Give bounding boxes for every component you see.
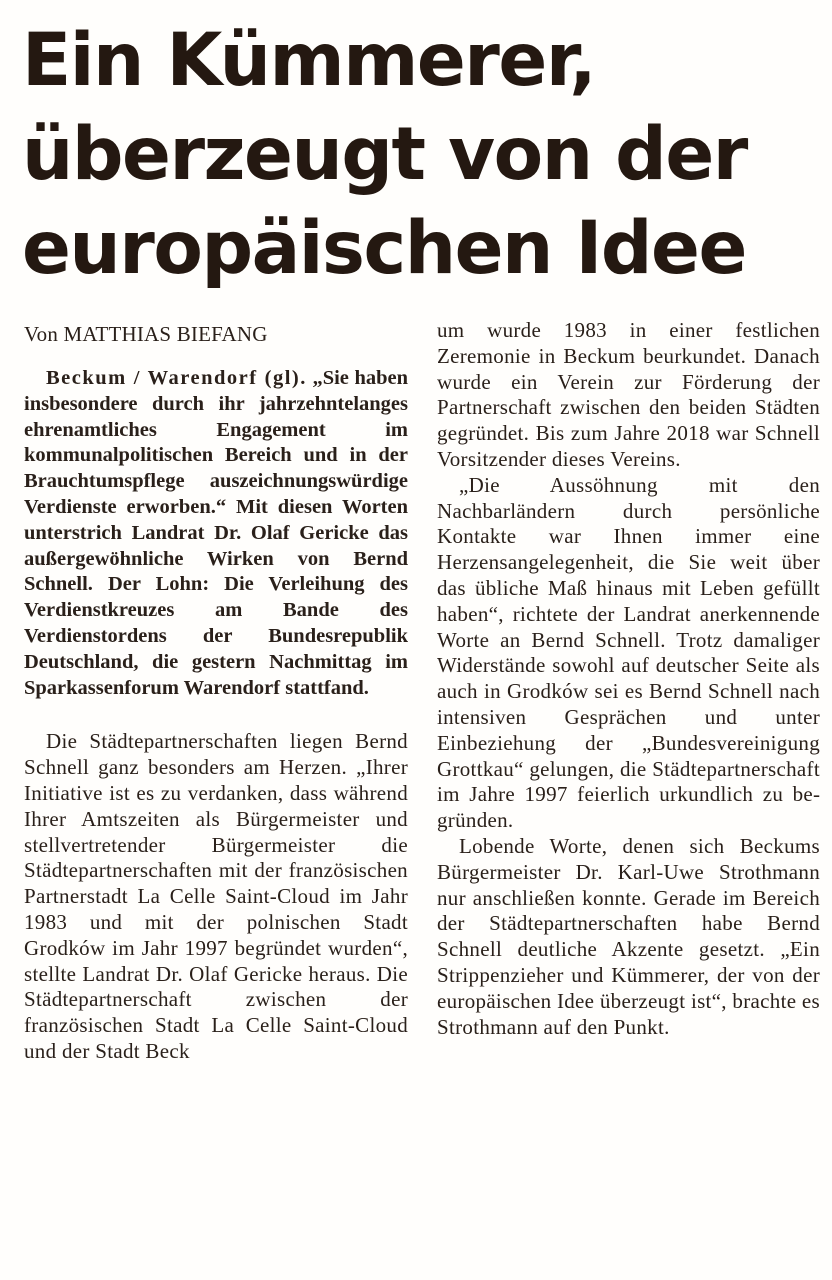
headline-line-1: Ein Kümmerer, [22, 18, 596, 103]
headline-line-3: europäischen Idee [22, 206, 746, 291]
body-paragraph-1: Die Städtepartnerschaften liegen Bernd Schnell ganz besonders am Herzen. „Ihrer Initiative ist es zu verdanken, dass während Ihrer Amtszeiten als Bürgermeister und stellvertretender Bürgermeister die Städtepartnerschaften mit der französischen Partnerstadt La Celle Saint-Cloud im Jahr 1983 und mit der polnischen Stadt Grodków im Jahr 1997 begründet wurden“, stellte Landrat Dr. Olaf Gericke heraus. Die Städtepartnerschaft zwischen der französischen Stadt La Celle Saint-Cloud und der Stadt Beck [24, 729, 408, 1063]
dateline: Beckum / Warendorf (gl). [46, 367, 307, 389]
lead-paragraph [24, 366, 408, 701]
lead-text: „Sie haben insbesondere durch ihr jahrzehntelanges ehrenamtliches Engagement im kommunalpolitischen Bereich und in der Brauchtumspflege auszeichnungswürdige Verdienste erworben.“ Mit diesen Worten unterstrich Landrat Dr. Olaf Gericke das außergewöhnliche Wirken von Bernd Schnell. Der Lohn: Die Verleihung des Verdienstkreuzes am Bande des Verdienstordens der Bundesrepublik Deutschland, die gestern Nachmittag im Sparkassenforum Warendorf stattfand. [24, 367, 408, 699]
body-paragraph-3: Lobende Worte, denen sich Beckums Bürgermeister Dr. Karl-Uwe Strothmann nur anschließen konnte. Gerade im Bereich der Städtepartnerschaften habe Bernd Schnell deutliche Akzente gesetzt. „Ein Strippenzieher und Kümmerer, der von der europäischen Idee überzeugt ist“, brachte es Strothmann auf den Punkt. [437, 833, 820, 1039]
body-paragraph-2: „Die Aussöhnung mit den Nachbarländern durch persönliche Kontakte war Ihnen immer eine Herzensangelegenheit, die Sie weit über das übliche Maß hinaus mit Leben gefüllt haben“, richtete der Landrat anerkennende Worte an Bernd Schnell. Trotz damaliger Widerstände sowohl auf deutscher Seite als auch in Grodków sei es Bernd Schnell nach intensiven Gesprächen und unter Einbeziehung der „Bundesvereinigung Grottkau“ gelungen, die Städtepartnerschaft im Jahre 1997 feierlich urkundlich zu begründen. [437, 472, 820, 833]
body-paragraph-1-continued: um wurde 1983 in einer festlichen Zeremonie in Beckum beurkundet. Danach wurde ein Verein zur Förderung der Partnerschaft zwischen den beiden Städten gegründet. Bis zum Jahre 2018 war Schnell Vorsitzender dieses Vereins. [437, 318, 820, 471]
left-column [24, 318, 408, 1065]
byline: Von MATTHIAS BIEFANG [24, 322, 268, 346]
headline-line-2: überzeugt von der [22, 112, 747, 197]
right-column [437, 318, 820, 1040]
headline [22, 14, 822, 296]
